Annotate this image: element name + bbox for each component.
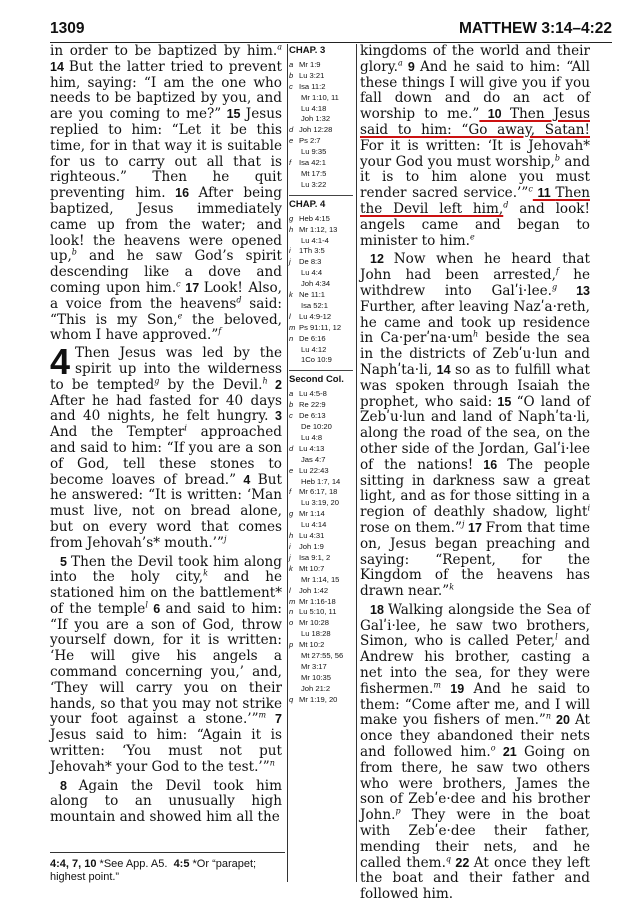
- reference-text: Isa 9:1, 2: [299, 552, 331, 562]
- cross-reference: [289, 651, 353, 662]
- reference-text: Lu 3:22: [301, 179, 327, 189]
- reference-letter: g: [289, 213, 294, 223]
- verse-text: and Andrew his brother, casting a net into the sea, for they were fishermen.: [360, 633, 590, 697]
- verse-text: said: “This is my Son,: [50, 295, 283, 328]
- cross-reference: [289, 520, 353, 531]
- reference-mark: k: [203, 568, 208, 578]
- cross-reference: [289, 684, 353, 695]
- cross-reference: [289, 618, 353, 629]
- reference-text: Isa 11:2: [299, 81, 326, 91]
- cross-reference: [289, 564, 353, 575]
- reference-text: Ps 91:11, 12: [299, 322, 342, 332]
- reference-mark: b: [554, 153, 560, 163]
- verse-text: But the latter tried to prevent him, saying: “I am the one who needs to be baptized by you, and are you coming to me?”: [50, 58, 282, 123]
- verse-number: 11: [532, 186, 556, 201]
- cross-reference: [289, 629, 353, 640]
- verse-number: 5: [60, 554, 72, 569]
- verse-text: And he said to him: “All these things I will give you if you fall down and do an act of worship to me.”: [360, 58, 590, 123]
- cross-reference: [289, 334, 353, 345]
- reference-text: Re 22:9: [299, 400, 326, 410]
- verse-text: Now when he heard that John had been arrested,: [360, 251, 590, 284]
- reference-text: Ne 11:1: [299, 290, 326, 300]
- verse-text: approached and said to him: “If you are a son of God, tell these stones to become loaves of bread.”: [50, 424, 282, 488]
- reference-mark: h: [473, 329, 479, 339]
- cross-reference: [289, 542, 353, 553]
- verse-number: 16: [165, 186, 199, 201]
- reference-letter: f: [289, 487, 292, 497]
- reference-text: Mt 27:55, 56: [301, 651, 344, 661]
- verse-text: The people sitting in darkness saw a great light, and as for those sitting in a region of deathly shadow, light: [360, 456, 590, 521]
- cross-reference: [289, 355, 353, 366]
- cross-reference: [289, 225, 353, 236]
- reference-mark: e: [177, 311, 183, 321]
- cross-reference: [289, 597, 353, 608]
- reference-text: Lu 4:31: [299, 531, 325, 541]
- reference-text: 1Co 10:9: [301, 355, 332, 365]
- verse-text: Jesus replied to him: “Let it be this time, for in that way it is suitable for us to carry out all that is righteous.” Then he quit preventing him.: [50, 106, 282, 202]
- reference-letter: m: [289, 596, 296, 606]
- cross-reference: [289, 158, 353, 169]
- verse-text: Then Jesus was led by the spirit up into the wilderness to be tempted: [50, 345, 282, 393]
- reference-letter: o: [289, 618, 294, 628]
- reference-mark: g: [154, 376, 160, 386]
- cross-reference: [289, 114, 353, 125]
- reference-letter: c: [289, 81, 293, 91]
- cross-reference: [289, 268, 353, 279]
- verse-text: beside the sea in the districts of Zebʹu·lun and Naphʹta·li,: [360, 330, 590, 378]
- reference-letter: i: [289, 541, 291, 551]
- reference-text: Mr 1:10, 11: [301, 92, 339, 102]
- reference-letter: m: [289, 322, 296, 332]
- cross-reference: [289, 290, 353, 301]
- cross-reference: [289, 93, 353, 104]
- cross-reference: [289, 60, 353, 71]
- footnote-ref: 4:4, 7, 10: [50, 858, 97, 870]
- verse-text: After being baptized, Jesus immediately came up from the water; and look! the heavens were opened up,: [50, 185, 282, 265]
- cross-reference: [289, 301, 353, 312]
- reference-text: Mr 1:16-18: [299, 596, 336, 606]
- verse-text: in order to be baptized by him.: [50, 43, 278, 59]
- reference-text: Lu 9:35: [301, 147, 327, 157]
- cross-reference: [289, 640, 353, 651]
- cross-reference: [289, 509, 353, 520]
- reference-text: Lu 4:18: [301, 103, 327, 113]
- verse-text: he withdrew into Galʹi·lee.: [360, 267, 590, 299]
- cross-reference: [289, 136, 353, 147]
- verse-text: so as to fulfill what was spoken through Isaiah the prophet, who said:: [360, 361, 590, 410]
- verse-text: For it is written: ‘It is Jehovah* your God you must worship,: [360, 137, 590, 170]
- reference-text: Mr 6:17, 18: [299, 487, 338, 497]
- reference-text: Mr 3:17: [301, 661, 327, 671]
- verse-text: Jesus said to him: “Again it is written: ‘You must not put Jehovah* your God to the test.’”: [50, 727, 282, 775]
- verse-text: the beloved, whom I have approved.”: [50, 311, 282, 344]
- footnote-text: *See App. A5.: [96, 858, 168, 870]
- verse-number: 2: [267, 377, 282, 392]
- reference-text: Mr 1:14: [299, 509, 325, 519]
- verse-text: Further, after leaving Nazʹa·reth, he came and took up residence in Ca·perʹna·um: [360, 298, 590, 347]
- reference-text: Mr 10:28: [299, 618, 329, 628]
- verse-text: Walking alongside the Sea of Galʹi·lee, he saw two brothers, Simon, who is called Peter,: [360, 601, 590, 650]
- verse-text: Then Jesus said to him: “Go away, Satan!: [360, 106, 590, 138]
- reference-letter: d: [289, 443, 294, 453]
- cross-reference: [289, 246, 353, 257]
- reference-letter: b: [289, 70, 294, 80]
- cross-reference: [289, 575, 353, 586]
- reference-mark: q: [445, 854, 452, 864]
- column-divider: [287, 44, 288, 882]
- chapter-number: 4: [50, 341, 71, 383]
- reference-text: De 6:13: [299, 411, 326, 421]
- verse-number: 12: [370, 252, 394, 267]
- reference-text: Mr 1:12, 13: [299, 224, 338, 234]
- reference-mark: o: [490, 743, 496, 753]
- reference-letter: c: [289, 411, 293, 421]
- paragraph: [360, 603, 590, 903]
- cross-reference: [289, 695, 353, 706]
- reference-divider: [289, 195, 353, 196]
- reference-mark: n: [545, 711, 551, 721]
- reference-mark: d: [236, 295, 242, 305]
- verse-number: 4: [236, 472, 258, 487]
- reference-letter: e: [289, 465, 294, 475]
- cross-reference: [289, 673, 353, 684]
- verse-number: 7: [266, 712, 282, 727]
- text-column-right: [360, 44, 590, 903]
- reference-letter: h: [289, 531, 294, 541]
- cross-reference: [289, 214, 353, 225]
- chapter-4-paragraph: [50, 341, 282, 551]
- verse-number: 8: [60, 778, 79, 793]
- verse-text: And the Tempter: [50, 424, 185, 441]
- reference-text: Isa 42:1: [299, 158, 327, 168]
- reference-mark: d: [503, 200, 509, 210]
- paragraph: [50, 779, 282, 826]
- reference-heading: CHAP. 4: [289, 198, 326, 210]
- cross-reference: [289, 323, 353, 334]
- verse-number: 17: [464, 520, 486, 535]
- reference-mark: f: [218, 326, 222, 336]
- reference-mark: l: [555, 632, 558, 642]
- cross-reference: [289, 477, 353, 488]
- verse-number: 19: [440, 681, 474, 696]
- reference-mark: f: [555, 266, 559, 276]
- reference-mark: j: [223, 534, 227, 544]
- cross-reference: [289, 180, 353, 191]
- verse-text: and said to him: “If you are a son of God, throw yourself down, for it is written: ‘He will give his angels a command concerning you,’ and, ‘They will carry you on their hands, so that you may not strike your foot against a stone.’”: [50, 600, 282, 728]
- text-column-left: [50, 44, 282, 826]
- verse-number: 15: [221, 107, 246, 122]
- cross-reference: [289, 345, 353, 356]
- reference-letter: k: [289, 563, 293, 573]
- reference-text: Jas 4:7: [301, 454, 326, 464]
- reference-mark: m: [433, 680, 441, 690]
- paragraph: [50, 555, 282, 776]
- reference-letter: g: [289, 509, 294, 519]
- reference-mark: a: [397, 58, 403, 68]
- verse-text: and he stationed him on the battlement* of the temple: [50, 569, 282, 617]
- reference-mark: l: [145, 600, 148, 610]
- verse-number: 9: [402, 59, 420, 74]
- verse-number: 20: [551, 713, 575, 728]
- cross-reference: [289, 411, 353, 422]
- reference-text: Mt 17:5: [301, 168, 327, 178]
- reference-text: Lu 4:9-12: [299, 311, 332, 321]
- reference-mark: m: [258, 710, 267, 720]
- reference-text: Mr 1:14, 15: [301, 574, 340, 584]
- cross-reference: [289, 498, 353, 509]
- reference-mark: c: [528, 184, 533, 194]
- paragraph: [360, 252, 590, 600]
- reference-letter: h: [289, 224, 294, 234]
- verse-number: 3: [268, 409, 282, 424]
- reference-text: Lu 22:43: [299, 465, 329, 475]
- verse-text: And he said to them: “Come after me, and I will make you fishers of men.”: [360, 680, 590, 729]
- cross-reference: [289, 312, 353, 323]
- cross-reference: [289, 400, 353, 411]
- verse-text: From that time on, Jesus began preaching and saying: “Repent, for the Kingdom of the heavens has drawn near.”: [360, 519, 590, 600]
- reference-text: Joh 1:42: [299, 585, 329, 595]
- cross-reference: [289, 586, 353, 597]
- reference-mark: n: [269, 758, 275, 768]
- page-header: [50, 20, 612, 42]
- cross-reference: [289, 82, 353, 93]
- verse-text: Then the Devil left him,: [360, 185, 590, 217]
- reference-letter: b: [289, 400, 294, 410]
- running-reference: MATTHEW 3:14–4:22: [458, 20, 612, 37]
- verse-text: and look! angels came and began to minister to him.: [360, 200, 590, 249]
- verse-text: and it is to him alone you must render sacred service.’”: [360, 153, 590, 202]
- reference-text: Joh 1:9: [299, 541, 324, 551]
- verse-number: 22: [451, 855, 474, 870]
- footnote-ref: 4:5: [173, 858, 190, 870]
- reference-text: Lu 4:13: [299, 443, 325, 453]
- reference-letter: j: [289, 552, 291, 562]
- reference-text: Joh 12:28: [299, 125, 333, 135]
- reference-text: De 8:3: [299, 257, 322, 267]
- verse-number: 16: [473, 457, 508, 472]
- verse-text: Again the Devil took him along to an unusually high mountain and showed him all the: [50, 777, 282, 826]
- cross-reference: [289, 422, 353, 433]
- reference-divider: [289, 370, 353, 371]
- verse-text: “O land of Zebʹu·lun and land of Naphʹta·li, along the road of the sea, on the other side of the Jordan, Galʹi·lee of the nations!: [360, 393, 590, 473]
- reference-letter: n: [289, 333, 294, 343]
- verse-text: But he answered: “It is written: ‘Man must live, not on bread alone, but on every word that comes from Jehovah’s* mouth.’”: [50, 471, 282, 551]
- reference-letter: l: [289, 311, 291, 321]
- verse-text: At once they abandoned their nets and followed him.: [360, 712, 590, 761]
- reference-text: Mr 1:19, 20: [299, 694, 338, 704]
- reference-mark: j: [461, 519, 465, 529]
- verse-text: At once they left the boat and their father and followed him.: [360, 854, 590, 903]
- reference-letter: e: [289, 136, 294, 146]
- chapter-4-text: [50, 341, 282, 551]
- cross-reference: [289, 433, 353, 444]
- reference-text: Heb 1:7, 14: [301, 476, 341, 486]
- cross-reference: [289, 104, 353, 115]
- reference-text: Lu 3:21: [299, 70, 325, 80]
- reference-text: Mt 10:2: [299, 640, 325, 650]
- reference-heading: Second Col.: [289, 374, 344, 386]
- reference-text: Joh 4:34: [301, 279, 331, 289]
- verse-text: They were in the boat with Zebʹe·dee their father, mending their nets, and he called them.: [360, 807, 590, 871]
- reference-mark: k: [449, 582, 455, 592]
- reference-text: Lu 5:10, 11: [299, 607, 337, 617]
- verse-number: 14: [432, 362, 455, 377]
- reference-letter: a: [289, 59, 294, 69]
- verse-text: kingdoms of the world and their glory.: [360, 43, 590, 75]
- reference-letter: k: [289, 290, 293, 300]
- reference-mark: c: [176, 279, 181, 289]
- reference-text: Lu 18:28: [301, 629, 331, 639]
- reference-letter: l: [289, 585, 291, 595]
- reference-mark: e: [469, 232, 475, 242]
- reference-text: Mr 10:35: [301, 672, 331, 682]
- reference-mark: i: [587, 503, 590, 513]
- cross-reference: [289, 487, 353, 498]
- verse-text: Look! Also, a voice from the heavens: [50, 279, 282, 312]
- verse-number: 21: [495, 745, 525, 760]
- reference-text: 1Th 3:5: [299, 246, 325, 256]
- reference-text: Lu 4:8: [301, 432, 323, 442]
- footnote-text: *Or “parapet; highest point.”: [50, 858, 257, 883]
- cross-reference: [289, 147, 353, 158]
- reference-mark: b: [71, 247, 77, 257]
- reference-letter: q: [289, 694, 294, 704]
- verse-text: After he had fasted for 40 days and 40 nights, he felt hungry.: [50, 392, 282, 425]
- cross-reference: [289, 662, 353, 673]
- cross-reference: [289, 553, 353, 564]
- cross-reference: [289, 466, 353, 477]
- paragraph: [360, 44, 590, 249]
- reference-text: Mt 10:7: [299, 563, 325, 573]
- reference-letter: p: [289, 640, 294, 650]
- verse-number: 13: [557, 283, 590, 298]
- paragraph: [50, 44, 282, 344]
- reference-letter: n: [289, 607, 294, 617]
- verse-number: 14: [50, 59, 69, 74]
- reference-text: Lu 4:14: [301, 520, 327, 530]
- reference-letter: f: [289, 158, 292, 168]
- verse-text: rose on them.”: [360, 519, 462, 536]
- cross-reference: [289, 71, 353, 82]
- reference-mark: h: [262, 376, 268, 386]
- verse-number: 15: [492, 394, 517, 409]
- reference-mark: g: [551, 282, 558, 292]
- reference-mark: p: [395, 806, 401, 816]
- reference-text: Ps 2:7: [299, 136, 321, 146]
- reference-text: Lu 4:12: [301, 344, 327, 354]
- cross-reference: [289, 236, 353, 247]
- cross-reference: [289, 257, 353, 268]
- reference-text: Isa 52:1: [301, 300, 329, 310]
- reference-text: Joh 21:2: [301, 683, 331, 693]
- reference-letter: j: [289, 257, 291, 267]
- verse-text: and he saw God’s spirit descending like a dove and coming upon him.: [50, 248, 282, 296]
- verse-text: Then the Devil took him along into the holy city,: [50, 553, 282, 586]
- verse-number: 10: [479, 107, 510, 122]
- reference-letter: a: [289, 389, 294, 399]
- verse-text: Going on from there, he saw two others who were brothers, James the son of Zebʹe·dee and his brother John.: [360, 744, 590, 824]
- cross-reference: [289, 279, 353, 290]
- verse-number: 6: [147, 601, 166, 616]
- reference-text: De 10:20: [301, 422, 332, 431]
- page-number: 1309: [50, 20, 85, 37]
- reference-text: Lu 4:5-8: [299, 389, 327, 399]
- reference-letter: i: [289, 246, 291, 256]
- reference-text: Joh 1:32: [301, 114, 331, 124]
- reference-mark: i: [184, 423, 187, 433]
- cross-reference: [289, 444, 353, 455]
- reference-letter: d: [289, 125, 294, 135]
- reference-text: De 6:16: [299, 333, 326, 343]
- cross-reference: [289, 531, 353, 542]
- verse-number: 18: [370, 602, 388, 617]
- footnote: [50, 852, 285, 884]
- cross-reference: [289, 607, 353, 618]
- cross-reference-column: [289, 44, 353, 884]
- reference-heading: CHAP. 3: [289, 45, 326, 56]
- cross-reference: [289, 389, 353, 400]
- reference-text: Heb 4:15: [299, 213, 330, 223]
- reference-text: Lu 3:19, 20: [301, 498, 340, 508]
- reference-text: Mr 1:9: [299, 59, 321, 69]
- column-divider: [356, 44, 357, 882]
- cross-reference: [289, 455, 353, 466]
- reference-text: Lu 4:4: [301, 268, 323, 278]
- verse-text: by the Devil.: [159, 376, 263, 393]
- cross-reference: [289, 169, 353, 180]
- cross-reference: [289, 125, 353, 136]
- reference-text: Lu 4:1-4: [301, 235, 329, 245]
- reference-mark: a: [277, 42, 282, 52]
- verse-number: 17: [180, 280, 204, 295]
